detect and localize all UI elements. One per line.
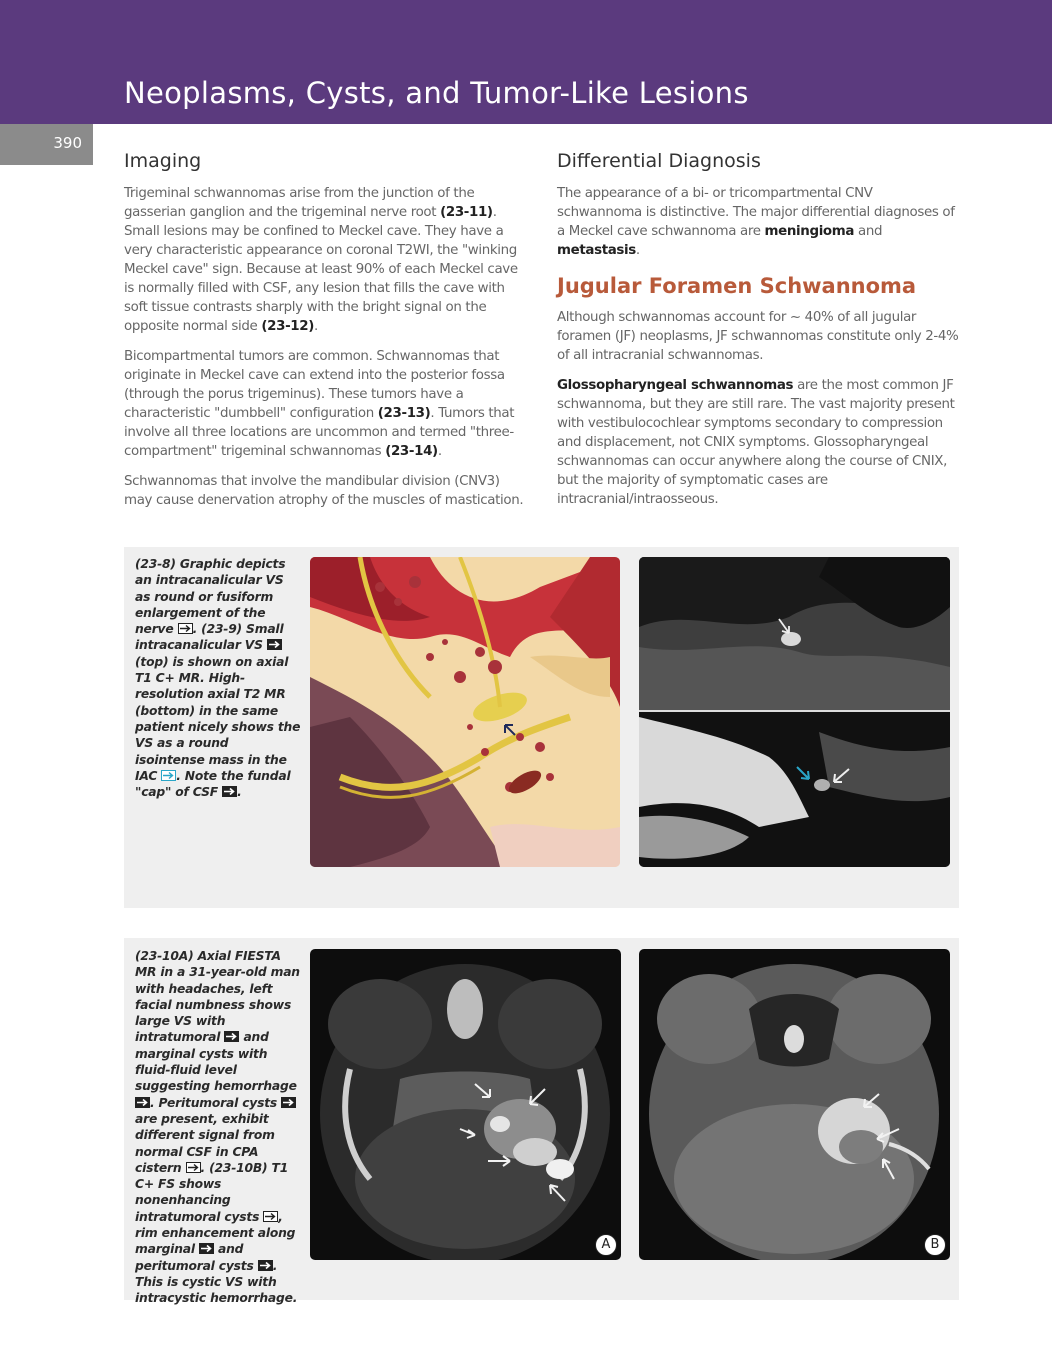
arrow-icon [281, 1097, 296, 1108]
t1-contrast-mr [639, 949, 950, 1260]
figure-2 [124, 938, 959, 1306]
figure-ref[interactable]: (23-11) [440, 205, 493, 220]
arrow-icon [267, 639, 282, 650]
imaging-paragraph-2: Bicompartmental tumors are common. Schwannomas that originate in Meckel cave can extend into the posterior fossa (through the porus trigeminus). These tumors have a characteristic "dumbbell" configuration (23-13). Tumors that involve all three locations are uncommon and termed "three-compartment" trigeminal schwannomas (23-14). [124, 349, 515, 459]
differential-heading: Differential Diagnosis [557, 150, 761, 172]
arrow-icon [178, 623, 193, 634]
figure-1-caption: (23-8) Graphic depicts an intracanalicular VS as round or fusiform enlargement of the nerve . (23-9) Small intracanalicular VS (top) is shown on axial T1 C+ MR. High-resolution axial T2 MR (bottom) in the same patient nicely shows the VS as a round isointense mass in the IAC . Note the fundal "cap" of CSF . [135, 557, 301, 800]
arrow-icon [161, 770, 176, 781]
arrow-icon [222, 786, 237, 797]
imaging-heading: Imaging [124, 150, 202, 172]
figure-ref[interactable]: (23-14) [385, 444, 438, 459]
jugular-paragraph-2: Glossopharyngeal schwannomas are the most common JF schwannoma, but they are still rare. The vast majority present with vestibulocochlear symptoms secondary to compression and displacement, not CNIX symptoms. Glossopharyngeal schwannomas can occur anywhere along the course of CNIX, but the majority of symptomatic cases are intracranial/intraosseous. [557, 378, 955, 507]
figure-1 [124, 547, 959, 908]
figure-ref[interactable]: (23-12) [261, 319, 314, 334]
figure-2-caption: (23-10A) Axial FIESTA MR in a 31-year-old man with headaches, left facial numbness shows large VS with intratumoral and marginal cysts with fluid-fluid level suggesting hemorrhage . Peritumoral cysts are present, exhibit different signal from normal CSF in CPA cistern . (23-10B) T1 C+ FS shows nonenhancing intratumoral cysts , rim enhancement along marginal and peritumoral cysts . This is cystic VS with intracystic hemorrhage. [135, 949, 300, 1306]
figure-label-a: A [595, 1234, 617, 1256]
page-number-tab [0, 124, 93, 165]
arrow-icon [263, 1211, 278, 1222]
axial-fiesta-mr [310, 949, 621, 1260]
imaging-paragraph-1: Trigeminal schwannomas arise from the junction of the gasserian ganglion and the trigeminal nerve root (23-11). Small lesions may be confined to Meckel cave. They have a very characteristic appearance on coronal T2WI, the "winking Meckel cave" sign. Because at least 90% of each Meckel cave is normally filled with CSF, any lesion that fills the cave with soft tissue contrasts sharply with the bright signal on the opposite normal side (23-12). [124, 186, 518, 334]
left-column [124, 150, 529, 521]
page-number: 390 [53, 134, 82, 152]
right-column [557, 150, 959, 520]
arrow-icon [186, 1162, 201, 1173]
axial-mr-stack [639, 557, 950, 867]
figure-label-b: B [924, 1234, 946, 1256]
vs-illustration [310, 557, 620, 867]
chapter-title: Neoplasms, Cysts, and Tumor-Like Lesions [124, 76, 749, 110]
jugular-paragraph-1: Although schwannomas account for ~ 40% of all jugular foramen (JF) neoplasms, JF schwannomas constitute only 2-4% of all intracranial schwannomas. [557, 310, 959, 363]
figure-ref[interactable]: (23-13) [377, 406, 431, 421]
imaging-paragraph-3: Schwannomas that involve the mandibular division (CNV3) may cause denervation atrophy of the muscles of mastication. [124, 474, 524, 508]
arrow-icon [258, 1260, 273, 1271]
arrow-icon [224, 1031, 239, 1042]
differential-paragraph: The appearance of a bi- or tricompartmental CNV schwannoma is distinctive. The major differential diagnoses of a Meckel cave schwannoma are meningioma and metastasis. [557, 186, 955, 258]
arrow-icon [199, 1243, 214, 1254]
arrow-icon [135, 1097, 150, 1108]
jugular-foramen-heading: Jugular Foramen Schwannoma [557, 274, 917, 298]
